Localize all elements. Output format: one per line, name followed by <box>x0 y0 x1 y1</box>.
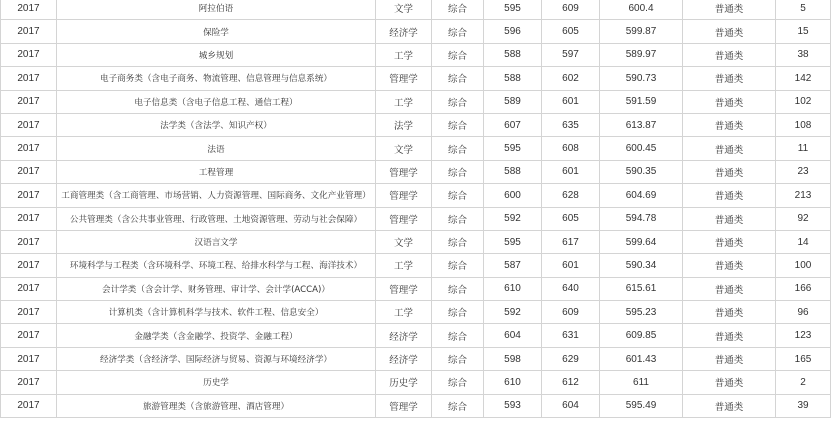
batch-cell: 普通类 <box>683 113 776 136</box>
table-row <box>1 43 831 66</box>
year-cell: 2017 <box>1 20 57 43</box>
batch-cell: 普通类 <box>683 184 776 207</box>
avg-score-cell: 611 <box>600 371 683 394</box>
avg-score-cell: 601.43 <box>600 347 683 370</box>
score-b-cell: 628 <box>542 184 600 207</box>
table-row <box>1 371 831 394</box>
major-cell: 公共管理类（含公共事业管理、行政管理、土地资源管理、劳动与社会保障） <box>57 207 376 230</box>
avg-score-cell: 604.69 <box>600 184 683 207</box>
category-cell: 管理学 <box>376 160 432 183</box>
major-cell: 历史学 <box>57 371 376 394</box>
avg-score-cell: 594.78 <box>600 207 683 230</box>
type-cell: 综合 <box>432 277 484 300</box>
category-cell: 工学 <box>376 254 432 277</box>
major-cell: 旅游管理类（含旅游管理、酒店管理） <box>57 394 376 417</box>
score-a-cell: 604 <box>484 324 542 347</box>
year-cell: 2017 <box>1 230 57 253</box>
score-b-cell: 617 <box>542 230 600 253</box>
table-body <box>1 0 831 418</box>
score-a-cell: 588 <box>484 43 542 66</box>
score-a-cell: 600 <box>484 184 542 207</box>
score-b-cell: 640 <box>542 277 600 300</box>
category-cell: 管理学 <box>376 277 432 300</box>
category-cell: 工学 <box>376 43 432 66</box>
score-b-cell: 605 <box>542 207 600 230</box>
major-cell: 工程管理 <box>57 160 376 183</box>
score-b-cell: 601 <box>542 90 600 113</box>
year-cell: 2017 <box>1 90 57 113</box>
avg-score-cell: 591.59 <box>600 90 683 113</box>
year-cell: 2017 <box>1 347 57 370</box>
major-cell: 法学类（含法学、知识产权） <box>57 113 376 136</box>
type-cell: 综合 <box>432 394 484 417</box>
score-b-cell: 609 <box>542 0 600 20</box>
avg-score-cell: 599.64 <box>600 230 683 253</box>
category-cell: 历史学 <box>376 371 432 394</box>
type-cell: 综合 <box>432 254 484 277</box>
score-b-cell: 608 <box>542 137 600 160</box>
major-cell: 汉语言文学 <box>57 230 376 253</box>
category-cell: 文学 <box>376 230 432 253</box>
score-a-cell: 596 <box>484 20 542 43</box>
category-cell: 管理学 <box>376 394 432 417</box>
batch-cell: 普通类 <box>683 67 776 90</box>
avg-score-cell: 595.49 <box>600 394 683 417</box>
table-row <box>1 137 831 160</box>
table-row <box>1 347 831 370</box>
category-cell: 管理学 <box>376 67 432 90</box>
count-cell: 5 <box>776 0 831 20</box>
table-row <box>1 67 831 90</box>
batch-cell: 普通类 <box>683 0 776 20</box>
type-cell: 综合 <box>432 160 484 183</box>
table-row <box>1 254 831 277</box>
count-cell: 142 <box>776 67 831 90</box>
table-row <box>1 160 831 183</box>
type-cell: 综合 <box>432 67 484 90</box>
category-cell: 文学 <box>376 0 432 20</box>
type-cell: 综合 <box>432 347 484 370</box>
count-cell: 39 <box>776 394 831 417</box>
category-cell: 管理学 <box>376 207 432 230</box>
major-cell: 环境科学与工程类（含环境科学、环境工程、给排水科学与工程、海洋技术） <box>57 254 376 277</box>
type-cell: 综合 <box>432 113 484 136</box>
table-row <box>1 184 831 207</box>
batch-cell: 普通类 <box>683 160 776 183</box>
avg-score-cell: 590.34 <box>600 254 683 277</box>
batch-cell: 普通类 <box>683 207 776 230</box>
score-a-cell: 595 <box>484 230 542 253</box>
major-cell: 法语 <box>57 137 376 160</box>
score-a-cell: 593 <box>484 394 542 417</box>
count-cell: 2 <box>776 371 831 394</box>
count-cell: 14 <box>776 230 831 253</box>
avg-score-cell: 589.97 <box>600 43 683 66</box>
table-row <box>1 113 831 136</box>
avg-score-cell: 615.61 <box>600 277 683 300</box>
major-cell: 电子信息类（含电子信息工程、通信工程） <box>57 90 376 113</box>
batch-cell: 普通类 <box>683 230 776 253</box>
avg-score-cell: 600.4 <box>600 0 683 20</box>
table-row <box>1 277 831 300</box>
count-cell: 15 <box>776 20 831 43</box>
count-cell: 38 <box>776 43 831 66</box>
year-cell: 2017 <box>1 67 57 90</box>
major-cell: 城乡规划 <box>57 43 376 66</box>
batch-cell: 普通类 <box>683 43 776 66</box>
table-row <box>1 20 831 43</box>
batch-cell: 普通类 <box>683 324 776 347</box>
batch-cell: 普通类 <box>683 301 776 324</box>
avg-score-cell: 599.87 <box>600 20 683 43</box>
table-row <box>1 324 831 347</box>
score-a-cell: 607 <box>484 113 542 136</box>
table-row <box>1 207 831 230</box>
count-cell: 100 <box>776 254 831 277</box>
category-cell: 工学 <box>376 301 432 324</box>
avg-score-cell: 613.87 <box>600 113 683 136</box>
batch-cell: 普通类 <box>683 20 776 43</box>
type-cell: 综合 <box>432 184 484 207</box>
batch-cell: 普通类 <box>683 254 776 277</box>
table-row <box>1 301 831 324</box>
category-cell: 经济学 <box>376 324 432 347</box>
score-b-cell: 602 <box>542 67 600 90</box>
count-cell: 108 <box>776 113 831 136</box>
score-b-cell: 629 <box>542 347 600 370</box>
count-cell: 213 <box>776 184 831 207</box>
year-cell: 2017 <box>1 207 57 230</box>
avg-score-cell: 590.35 <box>600 160 683 183</box>
score-b-cell: 605 <box>542 20 600 43</box>
table-row <box>1 230 831 253</box>
type-cell: 综合 <box>432 324 484 347</box>
category-cell: 管理学 <box>376 184 432 207</box>
type-cell: 综合 <box>432 137 484 160</box>
score-a-cell: 588 <box>484 160 542 183</box>
batch-cell: 普通类 <box>683 137 776 160</box>
major-cell: 阿拉伯语 <box>57 0 376 20</box>
type-cell: 综合 <box>432 90 484 113</box>
major-cell: 工商管理类（含工商管理、市场营销、人力资源管理、国际商务、文化产业管理） <box>57 184 376 207</box>
score-a-cell: 592 <box>484 301 542 324</box>
count-cell: 96 <box>776 301 831 324</box>
avg-score-cell: 590.73 <box>600 67 683 90</box>
year-cell: 2017 <box>1 137 57 160</box>
score-a-cell: 595 <box>484 137 542 160</box>
score-a-cell: 610 <box>484 277 542 300</box>
year-cell: 2017 <box>1 394 57 417</box>
year-cell: 2017 <box>1 184 57 207</box>
score-b-cell: 601 <box>542 254 600 277</box>
type-cell: 综合 <box>432 230 484 253</box>
score-b-cell: 601 <box>542 160 600 183</box>
year-cell: 2017 <box>1 160 57 183</box>
type-cell: 综合 <box>432 207 484 230</box>
year-cell: 2017 <box>1 0 57 20</box>
category-cell: 经济学 <box>376 20 432 43</box>
avg-score-cell: 595.23 <box>600 301 683 324</box>
score-b-cell: 609 <box>542 301 600 324</box>
batch-cell: 普通类 <box>683 347 776 370</box>
year-cell: 2017 <box>1 301 57 324</box>
count-cell: 166 <box>776 277 831 300</box>
category-cell: 经济学 <box>376 347 432 370</box>
score-a-cell: 587 <box>484 254 542 277</box>
score-b-cell: 631 <box>542 324 600 347</box>
score-b-cell: 612 <box>542 371 600 394</box>
score-a-cell: 595 <box>484 0 542 20</box>
avg-score-cell: 609.85 <box>600 324 683 347</box>
avg-score-cell: 600.45 <box>600 137 683 160</box>
score-b-cell: 597 <box>542 43 600 66</box>
count-cell: 165 <box>776 347 831 370</box>
major-cell: 金融学类（含金融学、投资学、金融工程） <box>57 324 376 347</box>
category-cell: 工学 <box>376 90 432 113</box>
type-cell: 综合 <box>432 301 484 324</box>
type-cell: 综合 <box>432 371 484 394</box>
major-cell: 计算机类（含计算机科学与技术、软件工程、信息安全） <box>57 301 376 324</box>
score-a-cell: 589 <box>484 90 542 113</box>
type-cell: 综合 <box>432 43 484 66</box>
batch-cell: 普通类 <box>683 394 776 417</box>
count-cell: 11 <box>776 137 831 160</box>
count-cell: 102 <box>776 90 831 113</box>
year-cell: 2017 <box>1 277 57 300</box>
year-cell: 2017 <box>1 324 57 347</box>
batch-cell: 普通类 <box>683 371 776 394</box>
major-cell: 电子商务类（含电子商务、物流管理、信息管理与信息系统） <box>57 67 376 90</box>
batch-cell: 普通类 <box>683 90 776 113</box>
table-row <box>1 90 831 113</box>
score-a-cell: 588 <box>484 67 542 90</box>
batch-cell: 普通类 <box>683 277 776 300</box>
score-b-cell: 604 <box>542 394 600 417</box>
year-cell: 2017 <box>1 371 57 394</box>
major-cell: 经济学类（含经济学、国际经济与贸易、资源与环境经济学） <box>57 347 376 370</box>
year-cell: 2017 <box>1 113 57 136</box>
score-a-cell: 598 <box>484 347 542 370</box>
score-a-cell: 610 <box>484 371 542 394</box>
year-cell: 2017 <box>1 43 57 66</box>
count-cell: 23 <box>776 160 831 183</box>
category-cell: 法学 <box>376 113 432 136</box>
category-cell: 文学 <box>376 137 432 160</box>
type-cell: 综合 <box>432 20 484 43</box>
year-cell: 2017 <box>1 254 57 277</box>
table-row <box>1 394 831 417</box>
table-row <box>1 0 831 20</box>
major-cell: 保险学 <box>57 20 376 43</box>
count-cell: 92 <box>776 207 831 230</box>
score-b-cell: 635 <box>542 113 600 136</box>
type-cell: 综合 <box>432 0 484 20</box>
count-cell: 123 <box>776 324 831 347</box>
major-cell: 会计学类（含会计学、财务管理、审计学、会计学(ACCA)） <box>57 277 376 300</box>
score-a-cell: 592 <box>484 207 542 230</box>
